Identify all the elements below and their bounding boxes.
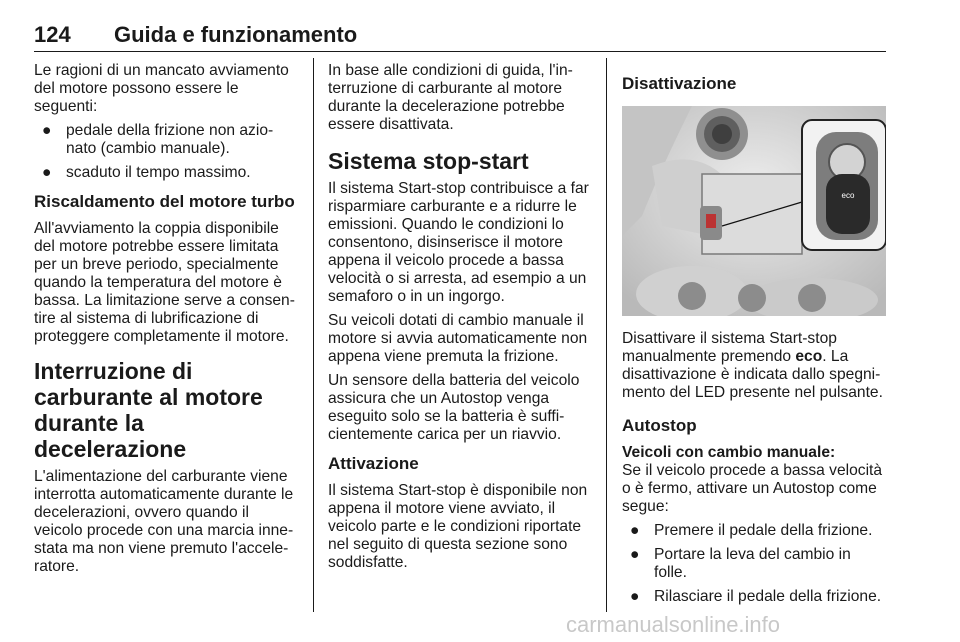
dashboard-illustration — [622, 106, 886, 316]
eco-button-label: eco — [841, 191, 855, 200]
list-item: ● Portare la leva del cambio in folle. — [622, 546, 888, 582]
header-rule — [34, 51, 886, 52]
bullet-icon: ● — [42, 122, 52, 139]
subheading-manual: Veicoli con cambio manuale: — [622, 444, 836, 461]
list-item: ● Premere il pedale della frizione. — [622, 522, 888, 540]
fuel-cutoff-continued: In base alle condizioni di guida, l'in- terruzione di carburante al motore durante la decelerazione potrebbe essere disattivata. — [328, 62, 573, 133]
list-item: ● pedale della frizione non azio- nato (cambio manuale). — [34, 122, 300, 158]
section-heading-fuel-cutoff: Interruzione di carburante al motore durante la decelerazione — [34, 358, 263, 462]
column-left — [34, 62, 300, 582]
deactivation-text: Disattivare il sistema Start-stop manualmente premendo eco. La disattivazione è indicata dallo spegni- mento del LED presente nel pulsante. — [622, 330, 883, 401]
bullet-icon: ● — [42, 164, 52, 181]
eco-button-figure — [622, 106, 886, 316]
column-divider — [606, 58, 607, 612]
fuel-cutoff-text: L'alimentazione del carburante viene interrotta automaticamente durante le decelerazioni, ovvero quando il veicolo procede con una marcia inne- stata ma non viene premuto l'accele- ratore. — [34, 468, 294, 575]
list-item: ● Rilasciare il pedale della frizione. — [622, 588, 888, 606]
column-middle — [328, 62, 592, 578]
bullet-icon: ● — [630, 546, 640, 563]
page-number: 124 — [34, 22, 71, 47]
watermark: carmanualsonline.info — [566, 612, 781, 637]
section-heading-autostop: Autostop — [622, 416, 697, 435]
bullet-icon: ● — [630, 588, 640, 605]
turbo-text: All'avviamento la coppia disponibile del motore potrebbe essere limitata per un breve periodo, specialmente quando la temperatura del motore è bassa. La limitazione serve a consen- tire al sistema di lubrificazione di proteggere completamente il motore. — [34, 220, 295, 345]
activation-text: Il sistema Start-stop è disponibile non appena il motore viene avviato, il veicolo parte e le condizioni riportate nel seguito di questa sezione sono soddisfatte. — [328, 482, 588, 571]
section-heading-activation: Attivazione — [328, 454, 419, 473]
manual-text: Se il veicolo procede a bassa velocità o è fermo, attivare un Autostop come segue: — [622, 462, 883, 515]
page-header — [34, 22, 886, 52]
section-heading-turbo: Riscaldamento del motore turbo — [34, 192, 295, 211]
eco-label: eco — [795, 348, 823, 365]
list-item: ● scaduto il tempo massimo. — [34, 164, 300, 182]
stop-start-text-2: Su veicoli dotati di cambio manuale il motore si avvia automaticamente non appena viene premuta la frizione. — [328, 312, 588, 365]
page-title: Guida e funzionamento — [114, 22, 358, 47]
stop-start-text-1: Il sistema Start-stop contribuisce a far risparmiare carburante e a ridurre le emissioni. Quando le condizioni lo consentono, disinserisce il motore appena il veicolo procede a bassa velocità o si arresta, ad esempio a un semaforo o in un ingorgo. — [328, 180, 589, 305]
stop-start-text-3: Un sensore della batteria del veicolo assicura che un Autostop venga eseguito solo se la batteria è suffi- cientemente carica per un riavvio. — [328, 372, 580, 443]
intro-text: Le ragioni di un mancato avviamento del motore possono essere le seguenti: — [34, 62, 289, 115]
section-heading-stop-start: Sistema stop-start — [328, 148, 529, 174]
bullet-icon: ● — [630, 522, 640, 539]
section-heading-deactivation: Disattivazione — [622, 74, 737, 93]
column-divider — [313, 58, 314, 612]
column-right — [622, 62, 888, 612]
